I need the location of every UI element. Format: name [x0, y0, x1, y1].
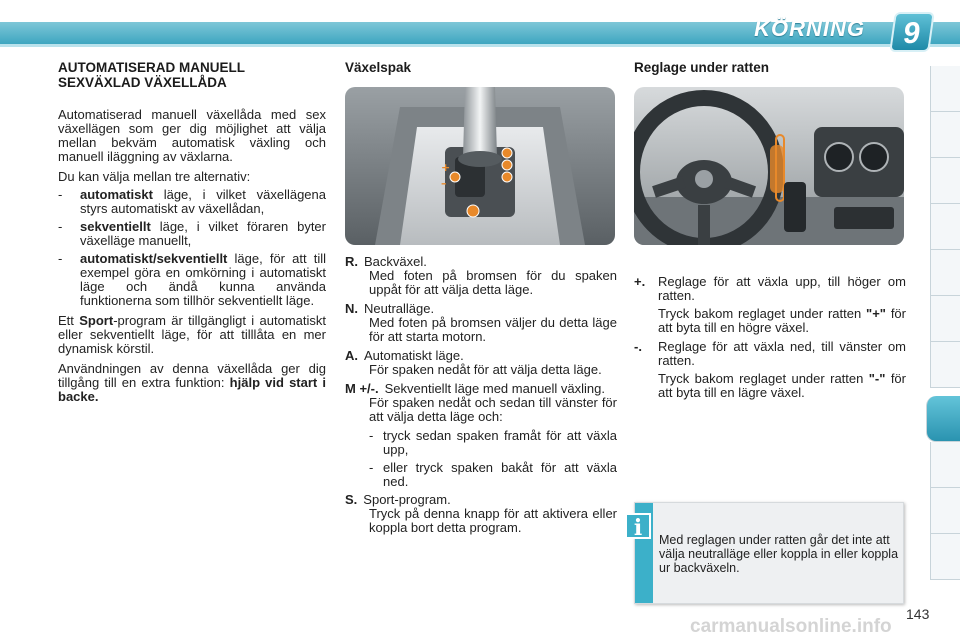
minus-marker: – — [441, 177, 447, 190]
mode-name: sekventiellt — [80, 219, 151, 234]
hill-start-paragraph: Användningen av denna växellåda ger dig tillgång till en extra funktion: hjälp vid start i backe. — [58, 361, 326, 404]
chapter-tab-active[interactable] — [926, 396, 960, 442]
section-title: Växelspak — [345, 60, 412, 75]
chapter-tab[interactable] — [930, 488, 960, 534]
mode-description: läge, för att till exempel göra en omkörning i automatiskt läge och ändå kunna använda funktionerna som tillhör sekventiellt läge. — [80, 251, 326, 308]
column-steering-controls — [634, 60, 906, 405]
chapter-tab[interactable] — [930, 296, 960, 342]
hand-icon — [634, 372, 658, 400]
sport-paragraph: Ett Sport-program är tillgängligt i automatiskt eller sekventiellt läge, för att tilllåta en mer dynamisk körstil. — [58, 313, 326, 356]
gear-definition: S. Sport-program. Tryck på denna knapp för att aktivera eller koppla bort detta program. — [345, 492, 617, 535]
choose-paragraph: Du kan välja mellan tre alternativ: — [58, 169, 251, 184]
list-item — [58, 188, 326, 216]
chapter-tab[interactable] — [930, 342, 960, 388]
info-icon: i — [625, 513, 651, 539]
chapter-tabs — [924, 66, 960, 576]
list-dash: - — [58, 187, 63, 202]
mode-description: läge, i vilket föraren byter växelläge manuellt, — [80, 219, 326, 248]
chapter-number-badge: 9 — [889, 12, 935, 52]
chapter-tab[interactable] — [930, 158, 960, 204]
mode-description: läge, i vilket växellägena styrs automatiskt av växellådan, — [80, 187, 326, 216]
hand-icon — [345, 507, 369, 535]
chapter-tab[interactable] — [930, 442, 960, 488]
chapter-title: KÖRNING — [754, 16, 865, 41]
list-item — [58, 252, 326, 308]
gear-definition: N. Neutralläge. Med foten på bromsen väljer du detta läge för att starta motorn. — [345, 301, 617, 344]
info-text: Med reglagen under ratten går det inte att välja neutralläge eller koppla in eller koppla ur backväxeln. — [659, 533, 899, 575]
intro-paragraph: Automatiserad manuell växellåda med sex växellägen som ger dig möjlighet att välja mellan bekväm automatisk växling och manuell iläggning av växlarna. — [58, 107, 326, 164]
chapter-tab[interactable] — [930, 204, 960, 250]
hand-icon — [634, 307, 658, 335]
section-title: AUTOMATISERAD MANUELL SEXVÄXLAD VÄXELLÅDA — [58, 60, 245, 90]
section-title: Reglage under ratten — [634, 60, 770, 75]
list-dash: - — [58, 219, 63, 234]
gear-lever-illustration — [345, 87, 615, 245]
mode-name: automatiskt/sekventiellt — [80, 251, 228, 266]
mode-name: automatiskt — [80, 187, 153, 202]
page-header — [0, 0, 960, 60]
hand-icon — [345, 269, 369, 297]
chapter-tab[interactable] — [930, 112, 960, 158]
header-stripe — [0, 44, 960, 47]
info-box — [634, 502, 904, 604]
downshift-instruction: Tryck bakom reglaget under ratten "-" för att byta till en lägre växel. — [634, 372, 906, 400]
upshift-instruction: Tryck bakom reglaget under ratten "+" för att byta till en högre växel. — [634, 307, 906, 335]
list-dash: - — [58, 251, 63, 266]
column-gear-lever — [345, 60, 617, 540]
plus-marker: + — [441, 161, 451, 174]
hand-icon — [345, 316, 369, 344]
gear-definition: M +/-. Sekventiellt läge med manuell växling. För spaken nedåt och sedan till vänster för att välja detta läge och: - tryck sedan spaken framåt för att växla upp, - eller tryck spaken bakåt för att växla ned. — [345, 381, 617, 489]
chapter-tab[interactable] — [930, 534, 960, 580]
hand-icon — [345, 396, 369, 424]
downshift-definition: -. Reglage för att växla ned, till vänster om ratten. — [634, 339, 906, 368]
upshift-definition: +. Reglage för att växla upp, till höger om ratten. — [634, 274, 906, 303]
column-intro — [58, 60, 326, 410]
hand-icon — [345, 363, 369, 377]
gear-definition: R. Backväxel. Med foten på bromsen för du spaken uppåt för att välja detta läge. — [345, 254, 617, 297]
watermark: carmanualsonline.info — [690, 616, 892, 637]
page-number: 143 — [906, 606, 930, 622]
steering-wheel-illustration — [634, 87, 904, 245]
chapter-tab[interactable] — [930, 66, 960, 112]
list-item — [58, 220, 326, 248]
gear-definition: A. Automatiskt läge. För spaken nedåt för att välja detta läge. — [345, 348, 602, 377]
chapter-tab[interactable] — [930, 250, 960, 296]
